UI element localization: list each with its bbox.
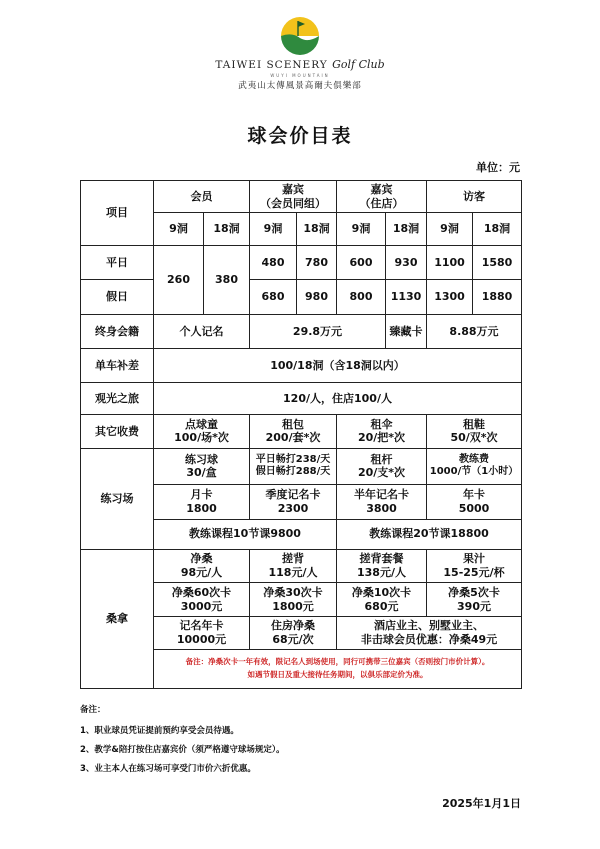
lifetime-personal-label: 个人记名 [154, 314, 250, 348]
header-visitor: 访客 [427, 181, 522, 213]
other-fee-caddie: 点球童 100/场*次 [154, 415, 250, 448]
lifetime-card-label: 臻藏卡 [386, 314, 427, 348]
club-name-cn: 武夷山太傳風景高爾夫俱樂部 [238, 81, 362, 91]
practice-half-year-card: 半年记名卡 3800 [337, 485, 427, 519]
currency-unit: 单位：元 [476, 161, 520, 174]
holiday-price: 800 [337, 280, 386, 314]
sauna-named-year-card: 记名年卡 10000元 [154, 616, 250, 649]
practice-month-card: 月卡 1800 [154, 485, 250, 519]
member-18-price: 380 [204, 245, 250, 314]
holes-label: 18洞 [204, 213, 250, 245]
practice-balls: 练习球 30/盒 [154, 448, 250, 485]
weekday-price: 480 [250, 245, 297, 279]
lifetime-label: 终身会籍 [81, 314, 154, 348]
holes-label: 18洞 [473, 213, 522, 245]
note-item: 1、职业球员凭证提前预约享受会员待遇。 [80, 726, 239, 736]
holiday-price: 980 [297, 280, 337, 314]
sauna-owner-discount: 酒店业主、别墅业主、 非击球会员优惠：净桑49元 [337, 616, 522, 649]
price-table [80, 180, 522, 689]
sauna-back-scrub: 搓背 118元/人 [250, 550, 337, 583]
weekday-price: 930 [386, 245, 427, 279]
sauna-card-60: 净桑60次卡 3000元 [154, 583, 250, 616]
other-fee-umbrella: 租伞 20/把*次 [337, 415, 427, 448]
sauna-card-30: 净桑30次卡 1800元 [250, 583, 337, 616]
coach-course-10: 教练课程10节课9800 [154, 519, 337, 549]
other-fees-label: 其它收费 [81, 415, 154, 448]
sauna-card-10: 净桑10次卡 680元 [337, 583, 427, 616]
lifetime-personal-price: 29.8万元 [250, 314, 386, 348]
weekday-price: 1580 [473, 245, 522, 279]
coach-course-20: 教练课程20节课18800 [337, 519, 522, 549]
note-item: 2、教学&陪打按住店嘉宾价（须严格遵守球场规定）。 [80, 745, 285, 755]
practice-label: 练习场 [81, 448, 154, 549]
practice-quarter-card: 季度记名卡 2300 [250, 485, 337, 519]
sauna-note-2: 如遇节假日及重大接待任务期间，以俱乐部定价为准。 [247, 670, 428, 680]
page-title: 球会价目表 [247, 125, 353, 147]
holes-label: 9洞 [154, 213, 204, 245]
holiday-price: 1880 [473, 280, 522, 314]
tour-label: 观光之旅 [81, 382, 154, 414]
practice-club-rental: 租杆 20/支*次 [337, 448, 427, 485]
sauna-scrub-package: 搓背套餐 138元/人 [337, 550, 427, 583]
sauna-label: 桑拿 [81, 550, 154, 689]
sauna-note-1: 备注：净桑次卡一年有效，限记名人到场使用，同行可携带三位嘉宾（否则按门市价计算）。 [185, 657, 490, 667]
practice-unlimited: 平日畅打238/天 假日畅打288/天 [250, 448, 337, 485]
holiday-label: 假日 [81, 280, 154, 314]
club-brand: TAIWEI SCENERY Golf Club [215, 58, 385, 71]
header-guest-hotel: 嘉宾 （住店） [337, 181, 427, 213]
weekday-price: 600 [337, 245, 386, 279]
sauna-card-5: 净桑5次卡 390元 [427, 583, 522, 616]
practice-coach-fee: 教练费 1000/节（1小时） [427, 448, 522, 485]
holes-label: 9洞 [250, 213, 297, 245]
holiday-price: 1300 [427, 280, 473, 314]
holiday-price: 680 [250, 280, 297, 314]
practice-year-card: 年卡 5000 [427, 485, 522, 519]
note-item: 3、业主本人在练习场可享受门市价六折优惠。 [80, 764, 256, 774]
holes-label: 9洞 [427, 213, 473, 245]
sauna-juice: 果汁 15-25元/杯 [427, 550, 522, 583]
header-guest-with-member: 嘉宾 （会员同组） [250, 181, 337, 213]
member-9-price: 260 [154, 245, 204, 314]
weekday-price: 1100 [427, 245, 473, 279]
sauna-basic: 净桑 98元/人 [154, 550, 250, 583]
notes-heading: 备注： [80, 705, 106, 715]
holes-label: 18洞 [386, 213, 427, 245]
other-fee-shoes: 租鞋 50/双*次 [427, 415, 522, 448]
effective-date: 2025年1月1日 [442, 797, 521, 810]
club-location-en: WUYI MOUNTAIN [270, 73, 330, 78]
tour-value: 120/人，住店100/人 [154, 382, 522, 414]
other-fee-bag: 租包 200/套*次 [250, 415, 337, 448]
sauna-notes [154, 650, 522, 689]
header-member: 会员 [154, 181, 250, 213]
holes-label: 9洞 [337, 213, 386, 245]
header-item: 项目 [81, 181, 154, 246]
lifetime-card-price: 8.88万元 [427, 314, 522, 348]
cart-value: 100/18洞（含18洞以内） [154, 349, 522, 382]
cart-label: 单车补差 [81, 349, 154, 382]
weekday-label: 平日 [81, 245, 154, 279]
sauna-hotel-room: 住房净桑 68元/次 [250, 616, 337, 649]
holes-label: 18洞 [297, 213, 337, 245]
holiday-price: 1130 [386, 280, 427, 314]
weekday-price: 780 [297, 245, 337, 279]
club-logo-block [0, 12, 600, 91]
club-logo-icon [278, 12, 322, 56]
